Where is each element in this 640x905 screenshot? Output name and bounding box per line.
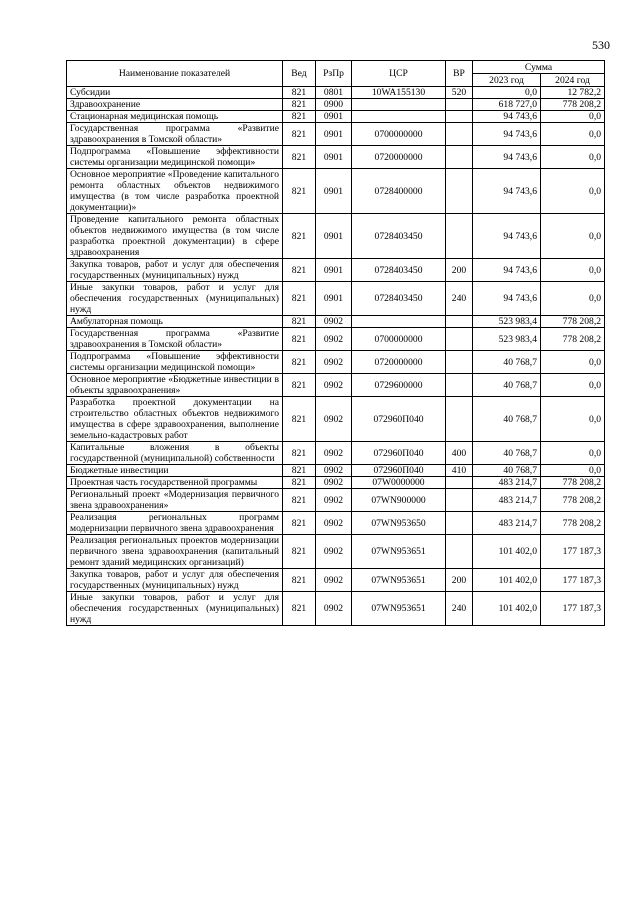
table-row xyxy=(67,512,605,535)
table-row xyxy=(67,87,605,99)
row-sum-2023: 40 768,7 xyxy=(473,351,541,374)
row-sum-2023: 483 214,7 xyxy=(473,512,541,535)
header-sum: Сумма xyxy=(473,61,605,74)
row-csr: 07WN900000 xyxy=(352,489,446,512)
row-sum-2024: 778 208,2 xyxy=(541,489,605,512)
row-name: Стационарная медицинская помощь xyxy=(67,111,283,123)
row-name: Иные закупки товаров, работ и услуг для обеспечения государственных (муниципальных) нужд xyxy=(67,592,283,626)
row-vr: 240 xyxy=(446,282,473,316)
row-sum-2023: 523 983,4 xyxy=(473,316,541,328)
row-sum-2024: 778 208,2 xyxy=(541,477,605,489)
row-sum-2023: 618 727,0 xyxy=(473,99,541,111)
row-ved: 821 xyxy=(283,214,316,259)
row-rzpr: 0902 xyxy=(316,442,352,465)
row-sum-2023: 40 768,7 xyxy=(473,465,541,477)
row-rzpr: 0902 xyxy=(316,374,352,397)
table-row xyxy=(67,214,605,259)
row-name: Реализация региональных проектов модернизации первичного звена здравоохранения (капитальный ремонт зданий медицинских организаций) xyxy=(67,535,283,569)
row-sum-2023: 94 743,6 xyxy=(473,214,541,259)
row-sum-2023: 94 743,6 xyxy=(473,123,541,146)
row-sum-2024: 12 782,2 xyxy=(541,87,605,99)
table-row xyxy=(67,282,605,316)
row-sum-2023: 101 402,0 xyxy=(473,569,541,592)
row-ved: 821 xyxy=(283,465,316,477)
row-csr: 0728403450 xyxy=(352,259,446,282)
row-name: Реализация региональных программ модернизации первичного звена здравоохранения xyxy=(67,512,283,535)
row-ved: 821 xyxy=(283,259,316,282)
row-csr: 0728403450 xyxy=(352,214,446,259)
row-sum-2024: 0,0 xyxy=(541,146,605,169)
row-name: Капитальные вложения в объекты государственной (муниципальной) собственности xyxy=(67,442,283,465)
row-ved: 821 xyxy=(283,489,316,512)
row-name: Основное мероприятие «Проведение капитального ремонта областных объектов недвижимого имущества (в том числе разработка проектной документации)» xyxy=(67,169,283,214)
row-name: Проектная часть государственной программы xyxy=(67,477,283,489)
row-sum-2023: 40 768,7 xyxy=(473,442,541,465)
row-name: Проведение капитального ремонта областных объектов недвижимого имущества (в том числе разработка проектной документации) в сфере здравоохранения xyxy=(67,214,283,259)
row-vr xyxy=(446,397,473,442)
row-sum-2023: 94 743,6 xyxy=(473,146,541,169)
row-csr: 07WN953651 xyxy=(352,592,446,626)
row-sum-2024: 0,0 xyxy=(541,111,605,123)
row-ved: 821 xyxy=(283,123,316,146)
row-csr: 072960П040 xyxy=(352,442,446,465)
header-ved: Вед xyxy=(283,61,316,87)
row-name: Государственная программа «Развитие здравоохранения в Томской области» xyxy=(67,328,283,351)
row-csr: 07W0000000 xyxy=(352,477,446,489)
row-vr xyxy=(446,169,473,214)
table-body xyxy=(67,87,605,626)
row-rzpr: 0902 xyxy=(316,328,352,351)
row-ved: 821 xyxy=(283,169,316,214)
row-ved: 821 xyxy=(283,535,316,569)
row-vr xyxy=(446,99,473,111)
row-sum-2024: 0,0 xyxy=(541,259,605,282)
row-rzpr: 0901 xyxy=(316,282,352,316)
row-name: Региональный проект «Модернизация первичного звена здравоохранения» xyxy=(67,489,283,512)
row-vr xyxy=(446,477,473,489)
row-csr xyxy=(352,111,446,123)
row-ved: 821 xyxy=(283,282,316,316)
row-rzpr: 0900 xyxy=(316,99,352,111)
row-sum-2023: 94 743,6 xyxy=(473,169,541,214)
row-vr xyxy=(446,489,473,512)
row-csr: 07WN953651 xyxy=(352,535,446,569)
row-name: Субсидии xyxy=(67,87,283,99)
row-rzpr: 0902 xyxy=(316,316,352,328)
row-vr: 200 xyxy=(446,259,473,282)
row-rzpr: 0902 xyxy=(316,592,352,626)
header-rzpr: РзПр xyxy=(316,61,352,87)
row-vr xyxy=(446,535,473,569)
row-name: Иные закупки товаров, работ и услуг для обеспечения государственных (муниципальных) нужд xyxy=(67,282,283,316)
row-csr: 0720000000 xyxy=(352,351,446,374)
row-ved: 821 xyxy=(283,442,316,465)
row-sum-2024: 177 187,3 xyxy=(541,535,605,569)
row-csr xyxy=(352,316,446,328)
row-vr: 400 xyxy=(446,442,473,465)
row-sum-2023: 101 402,0 xyxy=(473,535,541,569)
row-sum-2024: 778 208,2 xyxy=(541,328,605,351)
row-rzpr: 0901 xyxy=(316,111,352,123)
row-ved: 821 xyxy=(283,99,316,111)
row-csr: 0728400000 xyxy=(352,169,446,214)
row-rzpr: 0901 xyxy=(316,146,352,169)
row-rzpr: 0801 xyxy=(316,87,352,99)
row-sum-2024: 0,0 xyxy=(541,282,605,316)
row-ved: 821 xyxy=(283,397,316,442)
row-vr: 200 xyxy=(446,569,473,592)
row-sum-2023: 94 743,6 xyxy=(473,282,541,316)
row-rzpr: 0901 xyxy=(316,259,352,282)
row-vr xyxy=(446,374,473,397)
table-row xyxy=(67,465,605,477)
row-ved: 821 xyxy=(283,592,316,626)
row-vr: 520 xyxy=(446,87,473,99)
row-sum-2024: 0,0 xyxy=(541,169,605,214)
row-sum-2024: 0,0 xyxy=(541,374,605,397)
table-row xyxy=(67,316,605,328)
table-row xyxy=(67,123,605,146)
row-ved: 821 xyxy=(283,316,316,328)
row-sum-2023: 40 768,7 xyxy=(473,374,541,397)
row-sum-2024: 177 187,3 xyxy=(541,592,605,626)
row-name: Подпрограмма «Повышение эффективности системы организации медицинской помощи» xyxy=(67,351,283,374)
row-vr xyxy=(446,111,473,123)
row-sum-2024: 778 208,2 xyxy=(541,512,605,535)
table-row xyxy=(67,535,605,569)
row-sum-2024: 778 208,2 xyxy=(541,99,605,111)
table-row xyxy=(67,489,605,512)
row-ved: 821 xyxy=(283,146,316,169)
row-csr: 0729600000 xyxy=(352,374,446,397)
row-vr xyxy=(446,123,473,146)
table-row xyxy=(67,259,605,282)
table-row xyxy=(67,169,605,214)
row-rzpr: 0901 xyxy=(316,169,352,214)
row-sum-2023: 483 214,7 xyxy=(473,477,541,489)
row-name: Закупка товаров, работ и услуг для обеспечения государственных (муниципальных) нужд xyxy=(67,569,283,592)
row-sum-2024: 177 187,3 xyxy=(541,569,605,592)
row-vr xyxy=(446,328,473,351)
row-rzpr: 0902 xyxy=(316,465,352,477)
row-sum-2024: 0,0 xyxy=(541,465,605,477)
row-ved: 821 xyxy=(283,328,316,351)
table-row xyxy=(67,442,605,465)
table-row xyxy=(67,374,605,397)
row-csr: 072960П040 xyxy=(352,397,446,442)
table-row xyxy=(67,351,605,374)
row-rzpr: 0902 xyxy=(316,489,352,512)
row-csr: 07WN953651 xyxy=(352,569,446,592)
row-vr: 410 xyxy=(446,465,473,477)
row-csr: 072960П040 xyxy=(352,465,446,477)
table-row xyxy=(67,146,605,169)
row-vr xyxy=(446,351,473,374)
row-ved: 821 xyxy=(283,351,316,374)
row-ved: 821 xyxy=(283,569,316,592)
header-name: Наименование показателей xyxy=(67,61,283,87)
table-row xyxy=(67,328,605,351)
table-row xyxy=(67,111,605,123)
row-ved: 821 xyxy=(283,512,316,535)
row-rzpr: 0902 xyxy=(316,512,352,535)
table-row xyxy=(67,592,605,626)
row-sum-2024: 0,0 xyxy=(541,123,605,146)
row-vr xyxy=(446,316,473,328)
row-sum-2023: 483 214,7 xyxy=(473,489,541,512)
row-rzpr: 0901 xyxy=(316,214,352,259)
header-csr: ЦСР xyxy=(352,61,446,87)
row-sum-2023: 0,0 xyxy=(473,87,541,99)
row-rzpr: 0902 xyxy=(316,397,352,442)
row-vr xyxy=(446,214,473,259)
table-header xyxy=(67,61,605,87)
row-ved: 821 xyxy=(283,477,316,489)
table-row xyxy=(67,99,605,111)
row-rzpr: 0902 xyxy=(316,477,352,489)
row-rzpr: 0902 xyxy=(316,535,352,569)
header-year-2023: 2023 год xyxy=(473,74,541,87)
row-csr: 0728403450 xyxy=(352,282,446,316)
row-csr: 10WA155130 xyxy=(352,87,446,99)
row-csr: 0700000000 xyxy=(352,328,446,351)
row-sum-2024: 0,0 xyxy=(541,442,605,465)
row-sum-2024: 0,0 xyxy=(541,214,605,259)
row-rzpr: 0901 xyxy=(316,123,352,146)
row-vr xyxy=(446,146,473,169)
row-name: Государственная программа «Развитие здравоохранения в Томской области» xyxy=(67,123,283,146)
row-ved: 821 xyxy=(283,87,316,99)
header-year-2024: 2024 год xyxy=(541,74,605,87)
row-name: Бюджетные инвестиции xyxy=(67,465,283,477)
row-csr xyxy=(352,99,446,111)
row-rzpr: 0902 xyxy=(316,351,352,374)
row-sum-2023: 94 743,6 xyxy=(473,259,541,282)
row-csr: 0720000000 xyxy=(352,146,446,169)
row-name: Закупка товаров, работ и услуг для обеспечения государственных (муниципальных) нужд xyxy=(67,259,283,282)
table-row xyxy=(67,569,605,592)
row-sum-2023: 101 402,0 xyxy=(473,592,541,626)
row-sum-2023: 523 983,4 xyxy=(473,328,541,351)
row-vr: 240 xyxy=(446,592,473,626)
row-sum-2023: 40 768,7 xyxy=(473,397,541,442)
row-ved: 821 xyxy=(283,374,316,397)
row-sum-2024: 0,0 xyxy=(541,351,605,374)
page-number: 530 xyxy=(592,38,610,52)
row-sum-2023: 94 743,6 xyxy=(473,111,541,123)
row-name: Разработка проектной документации на строительство областных объектов недвижимого имущества в сфере здравоохранения, выполнение земельно-кадастровых работ xyxy=(67,397,283,442)
row-name: Амбулаторная помощь xyxy=(67,316,283,328)
row-vr xyxy=(446,512,473,535)
budget-table xyxy=(66,60,605,626)
row-csr: 0700000000 xyxy=(352,123,446,146)
row-name: Подпрограмма «Повышение эффективности системы организации медицинской помощи» xyxy=(67,146,283,169)
row-name: Здравоохранение xyxy=(67,99,283,111)
row-sum-2024: 778 208,2 xyxy=(541,316,605,328)
row-rzpr: 0902 xyxy=(316,569,352,592)
row-ved: 821 xyxy=(283,111,316,123)
header-vr: ВР xyxy=(446,61,473,87)
table-row xyxy=(67,397,605,442)
row-csr: 07WN953650 xyxy=(352,512,446,535)
table-row xyxy=(67,477,605,489)
row-name: Основное мероприятие «Бюджетные инвестиции в объекты здравоохранения» xyxy=(67,374,283,397)
row-sum-2024: 0,0 xyxy=(541,397,605,442)
